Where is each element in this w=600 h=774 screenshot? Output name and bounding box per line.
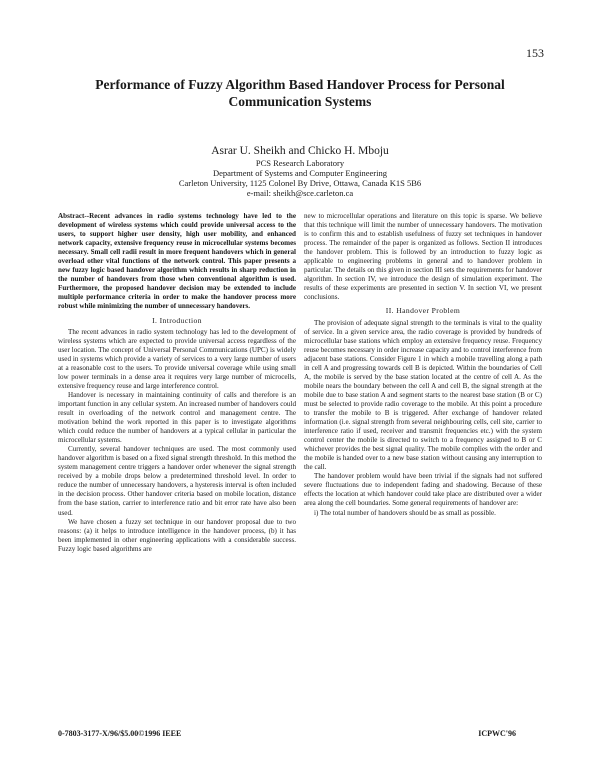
intro-paragraph: The recent advances in radio system technology has led to the development of wireless systems which are expected to provide universal access regardless of the user location. The concept of Universal Personal Communications (UPC) is widely used in systems which provide a variety of services to a very large number of users at a reasonable cost to the users. To provide universal coverage while using small low power terminals in a dense area it requires very large number of microcells, extensive frequency reuse and large interference control. xyxy=(58,327,296,390)
left-column xyxy=(58,212,296,554)
section-heading-introduction: I. Introduction xyxy=(152,315,202,325)
affiliation-address: Carleton University, 1125 Colonel By Drive, Ottawa, Canada K1S 5B6 xyxy=(178,178,422,188)
affiliation-block xyxy=(60,158,540,198)
intro-paragraph: Handover is necessary in maintaining continuity of calls and therefore is an important function in any cellular system. An increased number of handovers could result in overloading of the network control and management centre. The motivation behind the work reported in this paper is to investigate algorithms which could reduce the number of handovers at a typical cellular in particular the microcellular systems. xyxy=(58,390,296,445)
intro-continuation-paragraph: new to microcellular operations and literature on this topic is sparse. We believe that this technique will limit the number of unnecessary handovers. The motivation is to confirm this and to establish usefulness of fuzzy set techniques in handover process. The remainder of the paper is organized as follows. Section II introduces the handover problem. This is followed by an introduction to fuzzy logic as applicable to engineering problems in general and to handover problem in particular. The details on this given in section III sets the requirements for handover algorithm. In section IV, we introduce the design of simulation experiment. The results of these experiments are presented in section V. In section VI, we present conclusions. xyxy=(304,212,542,302)
problem-paragraph: The handover problem would have been trivial if the signals had not suffered severe fluctuations due to independent fading and shadowing. Because of these effects the location at which handover could take place are distributed over a wider area along the cell boundaries. Some general requirements of handover are: xyxy=(304,472,542,508)
section-heading-handover-problem: II. Handover Problem xyxy=(385,306,461,316)
intro-paragraph: We have chosen a fuzzy set technique in our handover proposal due to two reasons: (a) it helps to introduce intelligence in the handover process, (b) it has been implemented in other engineering applications with a considerable success. Fuzzy logic based algorithms are xyxy=(58,517,296,553)
page-number: 153 xyxy=(526,46,544,60)
intro-paragraph: Currently, several handover techniques are used. The most commonly used handover algorithm is based on a fixed signal strength threshold. In this method the system management centre triggers a handover order whenever the signal strength received by a mobile drops below a predetermined threshold level. In order to reduce the number of unnecessary handovers, a hysteresis interval is often included in the decision process. Other handover criteria based on mobile location, distance from the base station, carrier to interference ratio and bit error rate have also been used. xyxy=(58,445,296,517)
affiliation-email: e-mail: sheikh@sce.carleton.ca xyxy=(246,188,354,198)
conference-footer: ICPWC'96 xyxy=(478,729,516,738)
right-column xyxy=(304,212,542,518)
affiliation-lab: PCS Research Laboratory xyxy=(255,158,345,168)
problem-paragraph: The provision of adequate signal strength to the terminals is vital to the quality of service. In a given service area, the radio coverage is provided by hundreds of microcellular base stations which employ an extensive frequency reuse. Frequency reuse becomes necessary in order increase capacity and to control interference from adjacent base stations. Consider Figure 1 in which a mobile travelling along a path in cell A and progressing towards cell B is depicted. Within the boundaries of Cell A, the mobile is served by the base station located at the centre of cell A. As the mobile nears the boundary between the cell A and cell B, the signal strength at the mobile due to base station A and segment starts to the nearest base station (B or C) must be selected to provide radio coverage to the mobile. At this point a procedure to transfer the mobile to B is triggered. After exchange of handover related information (i.e. signal strength from several neighbouring cells, cell site, carrier to interference ratio if used, receiver and transmit frequencies etc.) with the system control center the mobile is directed to switch to a frequency assigned to B or C whichever provides the best signal quality. The mobile complies with the order and the mobile is handed over to a new base station without causing any interruption to the call. xyxy=(304,318,542,472)
copyright-footer: 0-7803-3177-X/96/$5.00©1996 IEEE xyxy=(58,729,182,738)
affiliation-department: Department of Systems and Computer Engineering xyxy=(213,168,387,178)
abstract-paragraph: Abstract--Recent advances in radio systems technology have led to the development of wireless systems which could provide universal access to the users, to support higher user density, high user mobility, and enhanced network capacity, extensive frequency reuse in microcellular systems becomes necessary. Small cell radii result in more frequent handovers which in general overload other vital functions of the network control. This paper presents a new fuzzy logic based handover algorithm which results in sharp reduction in the number of handovers from those when conventional algorithm is used. Furthermore, the proposed handover decision may be extended to include multiple performance criteria in order to make the handover process more robust while minimizing the number of unnecessary handovers. xyxy=(58,212,296,311)
paper-title: Performance of Fuzzy Algorithm Based Handover Process for Personal Communication Systems xyxy=(95,77,505,109)
requirement-list-item: i) The total number of handovers should be as small as possible. xyxy=(314,508,496,517)
paper-authors: Asrar U. Sheikh and Chicko H. Mboju xyxy=(211,145,389,157)
